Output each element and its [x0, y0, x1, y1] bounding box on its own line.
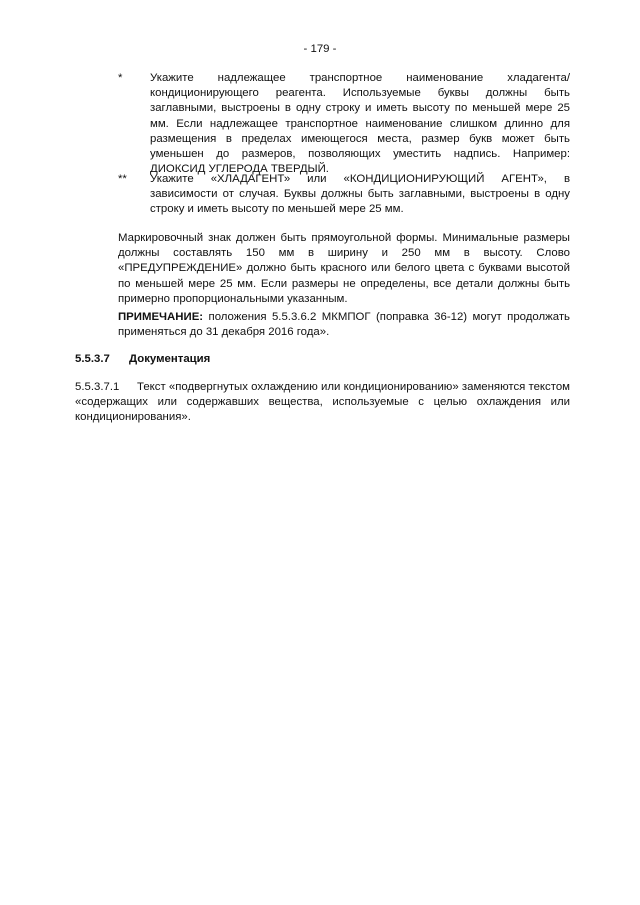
amendment-text: Текст «подвергнутых охлаждению или кондиционированию» заменяются текстом «содержащих или содержавших вещества, используемые с целью охлаждения или кондиционирования».: [75, 381, 570, 424]
marking-paragraph: Маркировочный знак должен быть прямоугольной формы. Минимальные размеры должны составлять 150 мм в ширину и 250 мм в высоту. Слово «ПРЕДУПРЕЖДЕНИЕ» должно быть красного или белого цвета с буквами высотой по меньшей мере 25 мм. Если размеры не определены, все детали должны быть примерно пропорциональными указанным.: [118, 232, 570, 305]
page-number: - 179 -: [303, 43, 337, 55]
footnote-text: Укажите «ХЛАДАГЕНТ» или «КОНДИЦИОНИРУЮЩИЙ АГЕНТ», в зависимости от случая. Буквы должны быть заглавными, выстроены в одну строку и иметь высоту по меньшей мере 25 мм.: [150, 173, 570, 216]
footnote-mark: **: [118, 173, 127, 185]
note-label: ПРИМЕЧАНИЕ:: [118, 311, 204, 323]
note-text: положения 5.5.3.6.2 МКМПОГ (поправка 36-12) могут продолжать применяться до 31 декабря 2016 года».: [118, 311, 570, 339]
section-title: Документация: [129, 353, 211, 365]
footnote-single-asterisk: [118, 71, 570, 177]
amendment-paragraph: [75, 380, 570, 426]
amendment-number: 5.5.3.7.1: [75, 381, 120, 393]
section-heading: [75, 352, 210, 367]
footnote-double-asterisk: [118, 172, 570, 218]
section-number: 5.5.3.7: [75, 353, 110, 365]
footnote-text: Укажите надлежащее транспортное наименование хладагента/кондиционирующего реагента. Используемые буквы должны быть заглавными, выстроены в одну строку и иметь высоту по меньшей мере 25 мм. Если надлежащее транспортное наименование слишком длинно для размещения в пределах имеющегося места, размер букв может быть уменьшен до размеров, позволяющих уместить надпись. Например: ДИОКСИД УГЛЕРОДА ТВЕРДЫЙ.: [150, 72, 570, 176]
footnote-mark: *: [118, 72, 123, 84]
note-paragraph: [118, 310, 570, 340]
